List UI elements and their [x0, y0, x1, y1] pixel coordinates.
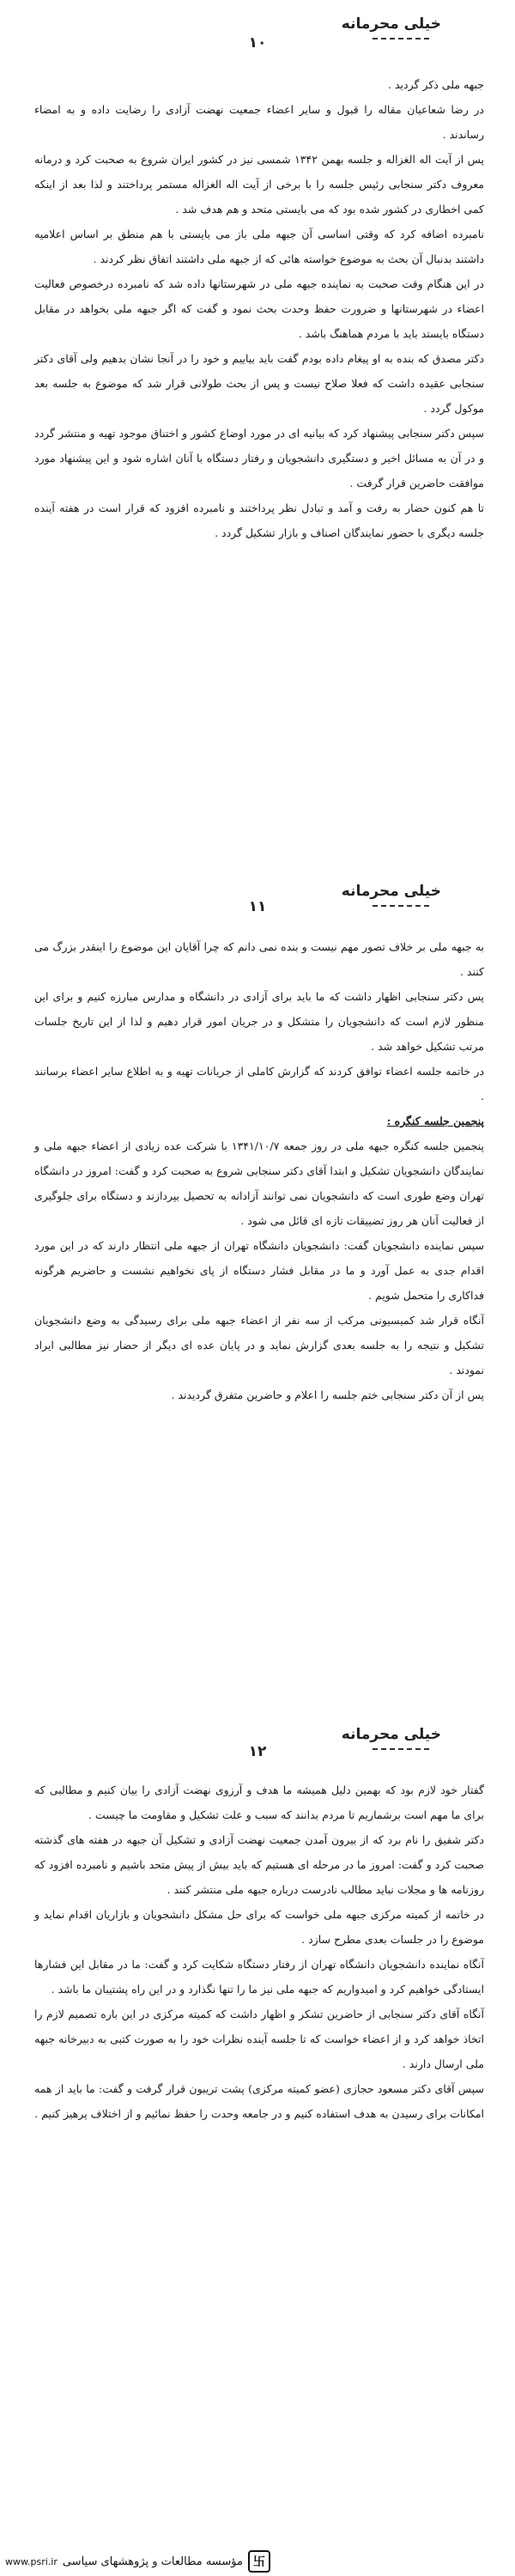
paragraph: در خاتمه از کمیته مرکزی جبهه ملی خواست که برای حل مشکل دانشجویان و بازاریان اقدام نماید و موضوع را در جلسات بعدی مطرح سازد .: [34, 1908, 484, 1946]
watermark-url[interactable]: www.psri.ir: [5, 2555, 58, 2567]
paragraph: در این هنگام وقت صحبت به نماینده جبهه ملی در شهرستانها داده شد که نامبرده درخصوص فعالیت اعضاء در شهرستانها و ضرورت حفظ وحدت بحث نمود و گفت که اگر جبهه ملی بخواهد در مقابل دستگاه بایستد باید با مردم هماهنگ باشد .: [34, 277, 484, 340]
classification-stamp: خیلی محرمانه: [341, 15, 441, 33]
paragraph: جبهه ملی ذکر گردید .: [388, 78, 484, 91]
page-number: ۱۰: [248, 34, 267, 52]
page-body: [34, 72, 484, 545]
paragraph: در خاتمه جلسه اعضاء توافق کردند که گزارش کاملی از جریانات تهیه و به اطلاع سایر اعضاء برسانند .: [34, 1065, 484, 1103]
classification-stamp: خیلی محرمانه: [341, 883, 441, 900]
section-heading: پنجمین جلسه کنگره :: [386, 1115, 484, 1127]
paragraph: سپس نماینده دانشجویان گفت: دانشجویان دانشگاه تهران از جبهه ملی انتظار دارند که در این مورد اقدام جدی به عمل آورد و ما در مقابل فشار دستگاه از پای نخواهیم نشست و حاضریم هرگونه فداکاری را متحمل شویم .: [34, 1239, 484, 1302]
paragraph: تا هم کنون حضار به رفت و آمد و تبادل نظر پرداختند و نامبرده افزود که قرار است در هفته آینده جلسه دیگری با حضور نمایندگان اصناف و بازار تشکیل گردد .: [34, 501, 484, 539]
document-page-10: [0, 0, 515, 859]
paragraph: گفتار خود لازم بود که بهمین دلیل همیشه ما هدف و آرزوی نهضت آزادی را بیان کنیم و مطالبی که برای ما مهم است برشماریم تا مردم بدانند که سبب و علت تشکیل و مقاومت ما چیست .: [34, 1783, 484, 1821]
paragraph: به جبهه ملی بر خلاف تصور مهم نیست و بنده نمی دانم که چرا آقایان این موضوع را اینقدر بزرگ می کنند .: [34, 940, 484, 978]
paragraph: پنجمین جلسه کنگره جبهه ملی در روز جمعه ۱۳۴۱/۱۰/۷ با شرکت عده زیادی از اعضاء جبهه ملی و نمایندگان دانشجویان تشکیل و ابتدا آقای دکتر سنجابی شروع به صحبت کرد و گفت: امروز در دانشگاه تهران وضع طوری است که دانشجویان نمی توانند آزادانه به تحصیل بپردازند و دستگاه برای جلوگیری از فعالیت آنان هر روز تضییقات تازه ای قائل می شود .: [34, 1139, 484, 1227]
paragraph: دکتر شفیق را نام برد که از بیرون آمدن جمعیت نهضت آزادی و تشکیل آن جبهه در هفته های گذشته صحبت کرد و گفت: امروز ما در مرحله ای هستیم که باید بیش از پیش متحد باشیم و نامبرده افزود که روزنامه ها و مجلات نباید مطالب نادرست درباره جبهه ملی منتشر کنند .: [34, 1833, 484, 1896]
watermark-text: مؤسسه مطالعات و پژوهشهای سیاسی: [62, 2555, 243, 2568]
institute-logo-icon: 卐: [248, 2550, 270, 2573]
document-page-12: [0, 1717, 515, 2576]
paragraph: دکتر مصدق که بنده به او پیغام داده بودم گفت باید بیاییم و خود را در آنجا نشان بدهیم ولی آقای دکتر سنجابی عقیده داشت که فعلا صلاح نیست و پس از بحث طولانی قرار شد که موضوع به جلسه بعد موکول گردد .: [34, 352, 484, 415]
classification-stamp: خیلی محرمانه: [341, 1726, 441, 1743]
paragraph: آنگاه قرار شد کمیسیونی مرکب از سه نفر از اعضاء جبهه ملی برای رسیدگی به وضع دانشجویان تشکیل و نتیجه را به جلسه بعدی گزارش نماید و در پایان عده ای دیگر از حضار نیز مطالبی ایراد نمودند .: [34, 1314, 484, 1376]
paragraph: نامبرده اضافه کرد که وقتی اساسی آن جبهه ملی باز می بایستی با هم منطق بر اساس اعلامیه داشتند بدنبال آن بحث به موضوع خواسته هائی که از جبهه ملی داشتند اتفاق نظر کردند .: [34, 228, 484, 265]
paragraph: آنگاه نماینده دانشجویان دانشگاه تهران از رفتار دستگاه شکایت کرد و گفت: ما در مقابل این فشارها ایستادگی خواهیم کرد و امیدواریم که جبهه ملی نیز ما را تنها نگذارد و در این راه پشتیبان ما باشد .: [34, 1958, 484, 1996]
page-number: ۱۱: [248, 898, 267, 915]
page-number: ۱۲: [248, 1743, 267, 1760]
paragraph: پس دکتر سنجابی اظهار داشت که ما باید برای آزادی در دانشگاه و مدارس مبارزه کنیم و برای این منظور لازم است که دانشجویان را متشکل و در جریان امور قرار دهیم و لذا از این تاریخ جلسات مرتب تشکیل خواهد شد .: [34, 990, 484, 1053]
page-body: [34, 934, 484, 1407]
paragraph: در رضا شعاعیان مقاله را قبول و سایر اعضاء جمعیت نهضت آزادی را رضایت داده و به امضاء رساندند .: [34, 103, 484, 141]
document-page-11: [0, 859, 515, 1717]
paragraph: سپس آقای دکتر مسعود حجازی (عضو کمیته مرکزی) پشت تریبون قرار گرفت و گفت: ما باید از همه امکانات برای رسیدن به هدف استفاده کنیم و در جامعه وحدت را حفظ نمائیم و از اختلاف پرهیز کنیم .: [34, 2082, 484, 2120]
paragraph: پس از آن دکتر سنجابی ختم جلسه را اعلام و حاضرین متفرق گردیدند .: [171, 1388, 484, 1401]
paragraph: پس از آیت اله الغزاله و جلسه بهمن ۱۳۴۲ شمسی نیز در کشور ایران شروع به صحبت کرد و درمانه معروف دکتر سنجابی رئیس جلسه را با برخی از آیت اله الغزاله مستمر پرداختند و لذا بعد از اینکه کمی اخطاری در کشور شده بود که می بایستی متحد و هم هدف شد .: [34, 153, 484, 216]
paragraph: آنگاه آقای دکتر سنجابی از حاضرین تشکر و اظهار داشت که کمیته مرکزی در این باره تصمیم لازم را اتخاذ خواهد کرد و از اعضاء خواست که تا جلسه آینده نظرات خود را به صورت کتبی به دبیرخانه جبهه ملی ارسال دارند .: [34, 2008, 484, 2070]
page-body: [34, 1777, 484, 2126]
publisher-watermark: [5, 2550, 270, 2573]
paragraph: سپس دکتر سنجابی پیشنهاد کرد که بیانیه ای در مورد اوضاع کشور و اختناق موجود تهیه و منتشر گردد و در آن به مسائل اخیر و دستگیری دانشجویان و رفتار دستگاه با آنان اشاره شود و این پیشنهاد مورد موافقت حاضرین قرار گرفت .: [34, 427, 484, 489]
